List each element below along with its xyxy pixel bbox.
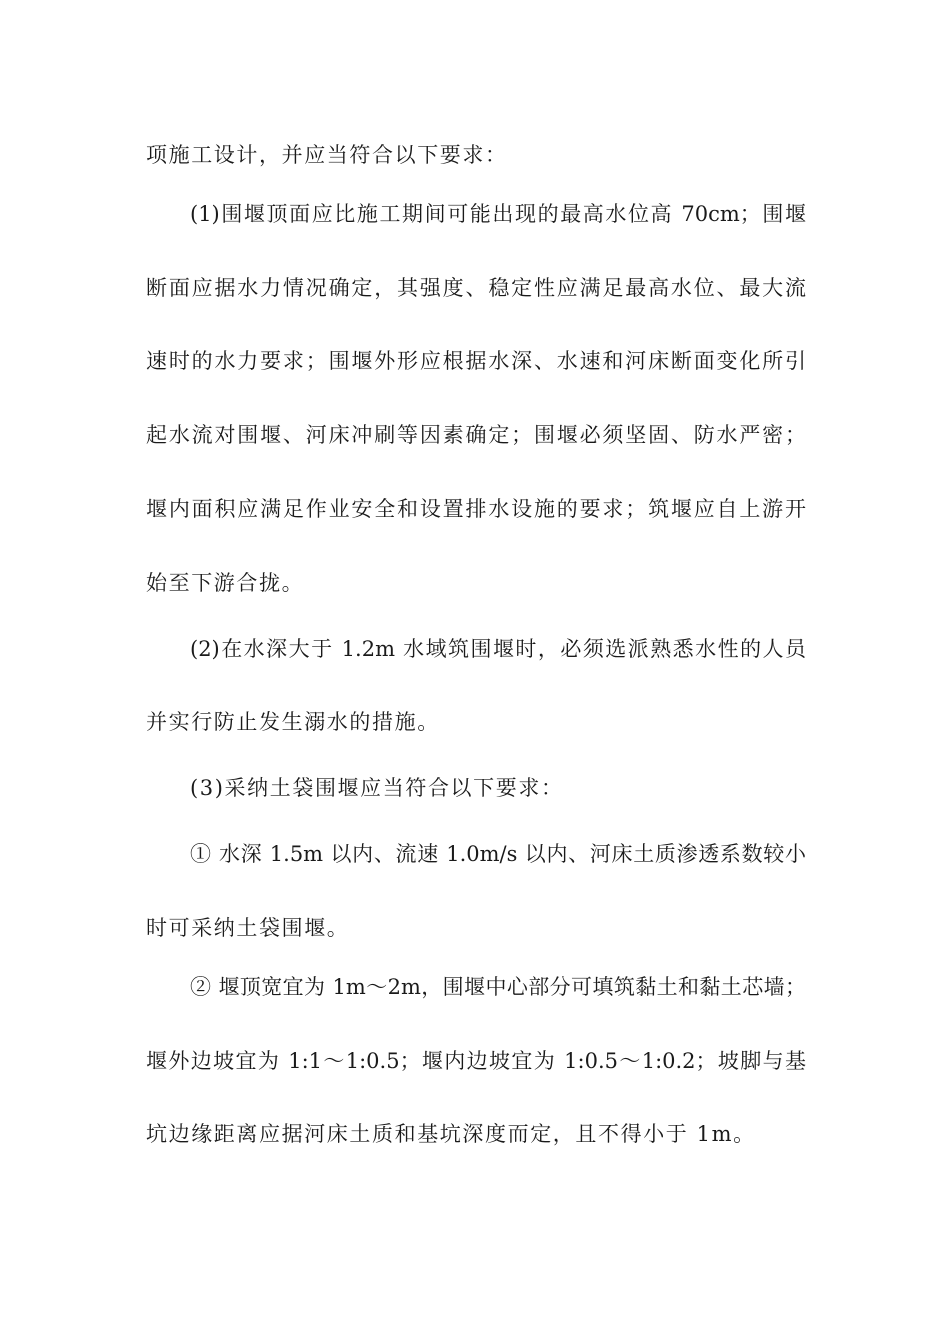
text-line: 始至下游合拢。 xyxy=(146,571,305,595)
text-line: (3)采纳土袋围堰应当符合以下要求： xyxy=(190,776,564,800)
text-line: ① 水深 1.5m 以内、流速 1.0m/s 以内、河床土质渗透系数较小 xyxy=(190,842,806,866)
text-line: (2)在水深大于 1.2m 水域筑围堰时，必须选派熟悉水性的人员 xyxy=(190,637,806,661)
text-line: 堰内面积应满足作业安全和设置排水设施的要求；筑堰应自上游开 xyxy=(146,497,806,521)
text-line: 并实行防止发生溺水的措施。 xyxy=(146,710,440,734)
text-line: ② 堰顶宽宜为 1m～2m，围堰中心部分可填筑黏土和黏土芯墙； xyxy=(190,975,806,999)
text-line: 时可采纳土袋围堰。 xyxy=(146,916,350,940)
text-line: (1)围堰顶面应比施工期间可能出现的最高水位高 70cm；围堰 xyxy=(190,202,806,226)
text-line: 断面应据水力情况确定，其强度、稳定性应满足最高水位、最大流 xyxy=(146,276,806,300)
text-line: 项施工设计，并应当符合以下要求： xyxy=(146,143,508,167)
text-line: 起水流对围堰、河床冲刷等因素确定；围堰必须坚固、防水严密； xyxy=(146,423,806,447)
text-line: 堰外边坡宜为 1:1～1:0.5；堰内边坡宜为 1:0.5～1:0.2；坡脚与基 xyxy=(146,1049,806,1073)
text-line: 坑边缘距离应据河床土质和基坑深度而定，且不得小于 1m。 xyxy=(146,1122,756,1146)
text-line: 速时的水力要求；围堰外形应根据水深、水速和河床断面变化所引 xyxy=(146,349,806,373)
